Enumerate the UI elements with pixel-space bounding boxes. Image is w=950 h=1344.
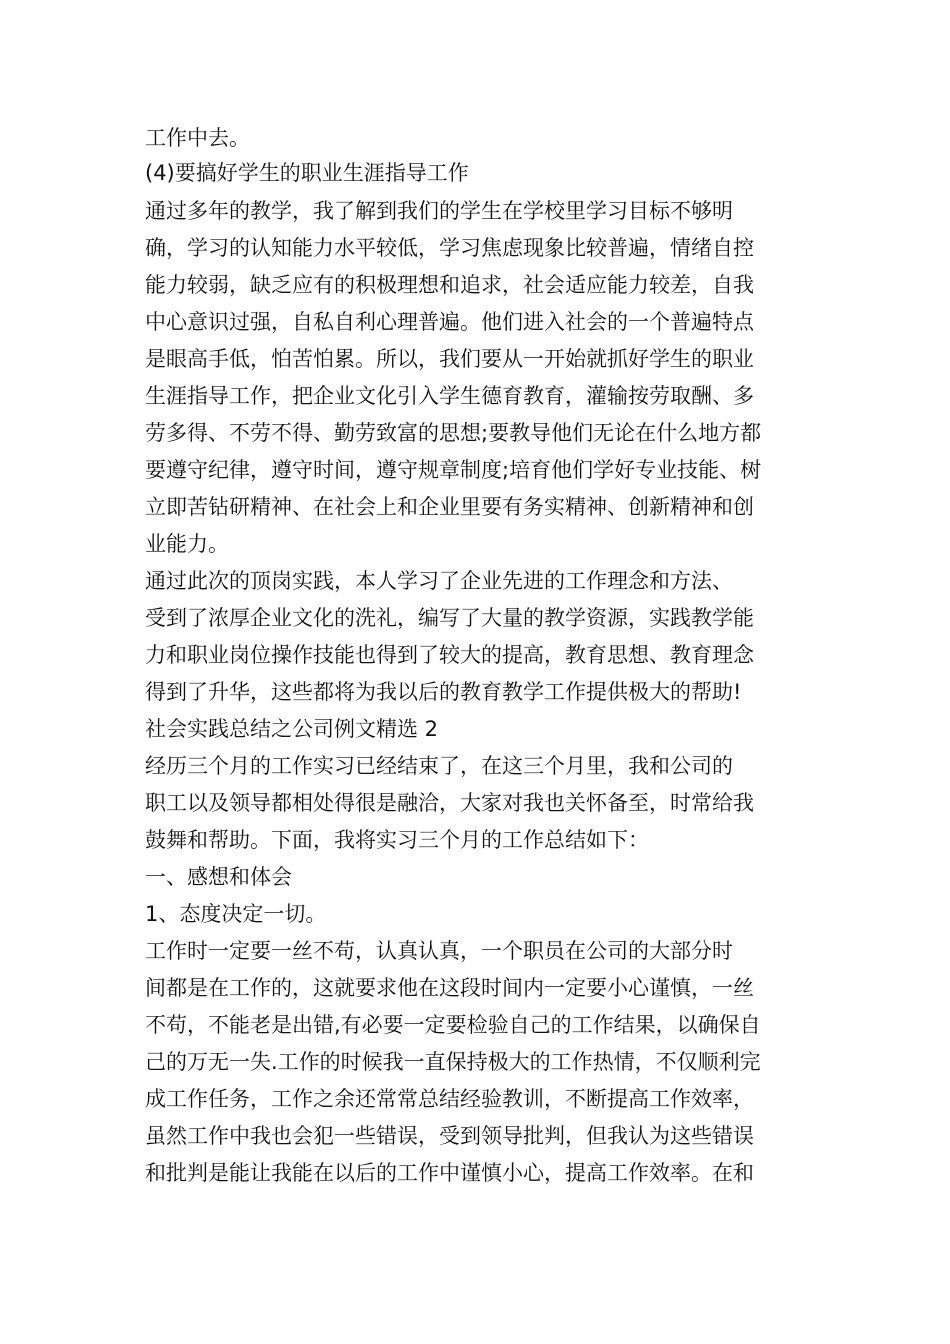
text-line: 受到了浓厚企业文化的洗礼，编写了大量的教学资源，实践教学能 (145, 606, 754, 630)
text-line: 立即苦钻研精神、在社会上和企业里要有务实精神、创新精神和创 (145, 495, 754, 519)
section-heading: 社会实践总结之公司例文精选 2 (145, 717, 439, 741)
text-line: 和批判是能让我能在以后的工作中谨慎小心，提高工作效率。在和 (145, 1161, 754, 1185)
text-line: 是眼高手低，怕苦怕累。所以，我们要从一开始就抓好学生的职业 (145, 347, 754, 371)
text-line: 己的万无一失.工作的时候我一直保持极大的工作热情，不仅顺利完 (145, 1050, 761, 1074)
text-line: 鼓舞和帮助。下面，我将实习三个月的工作总结如下： (145, 828, 649, 852)
text-line: (4)要搞好学生的职业生涯指导工作 (145, 161, 469, 185)
text-line: 工作中去。 (145, 126, 250, 150)
text-line: 劳多得、不劳不得、勤劳致富的思想;要教导他们无论在什么地方都 (145, 421, 762, 445)
text-line: 间都是在工作的，这就要求他在这段时间内一定要小心谨慎，一丝 (145, 976, 754, 1000)
text-line: 能力较弱，缺乏应有的积极理想和追求，社会适应能力较差，自我 (145, 273, 754, 297)
text-line: 得到了升华，这些都将为我以后的教育教学工作提供极大的帮助! (145, 680, 742, 704)
text-line: 职工以及领导都相处得很是融洽，大家对我也关怀备至，时常给我 (145, 791, 754, 815)
text-line: 业能力。 (145, 532, 229, 556)
text-line: 不苟，不能老是出错,有必要一定要检验自己的工作结果，以确保自 (145, 1013, 761, 1037)
subsection-heading: 一、感想和体会 (145, 865, 292, 889)
text-line: 要遵守纪律，遵守时间，遵守规章制度;培育他们学好专业技能、树 (145, 458, 762, 482)
text-line: 生涯指导工作，把企业文化引入学生德育教育，灌输按劳取酬、多 (145, 384, 754, 408)
text-line: 成工作任务，工作之余还常常总结经验教训，不断提高工作效率， (145, 1087, 754, 1111)
text-line: 通过多年的教学，我了解到我们的学生在学校里学习目标不够明 (145, 199, 733, 223)
text-line: 通过此次的顶岗实践，本人学习了企业先进的工作理念和方法、 (145, 569, 733, 593)
text-line: 中心意识过强，自私自利心理普遍。他们进入社会的一个普遍特点 (145, 310, 754, 334)
subsection-heading: 1、态度决定一切。 (145, 902, 327, 926)
text-line: 工作时一定要一丝不苟，认真认真，一个职员在公司的大部分时 (145, 939, 733, 963)
text-line: 确，学习的认知能力水平较低，学习焦虑现象比较普遍，情绪自控 (145, 236, 754, 260)
text-line: 虽然工作中我也会犯一些错误，受到领导批判，但我认为这些错误 (145, 1124, 754, 1148)
text-line: 力和职业岗位操作技能也得到了较大的提高，教育思想、教育理念 (145, 643, 754, 667)
text-line: 经历三个月的工作实习已经结束了，在这三个月里，我和公司的 (145, 754, 733, 778)
